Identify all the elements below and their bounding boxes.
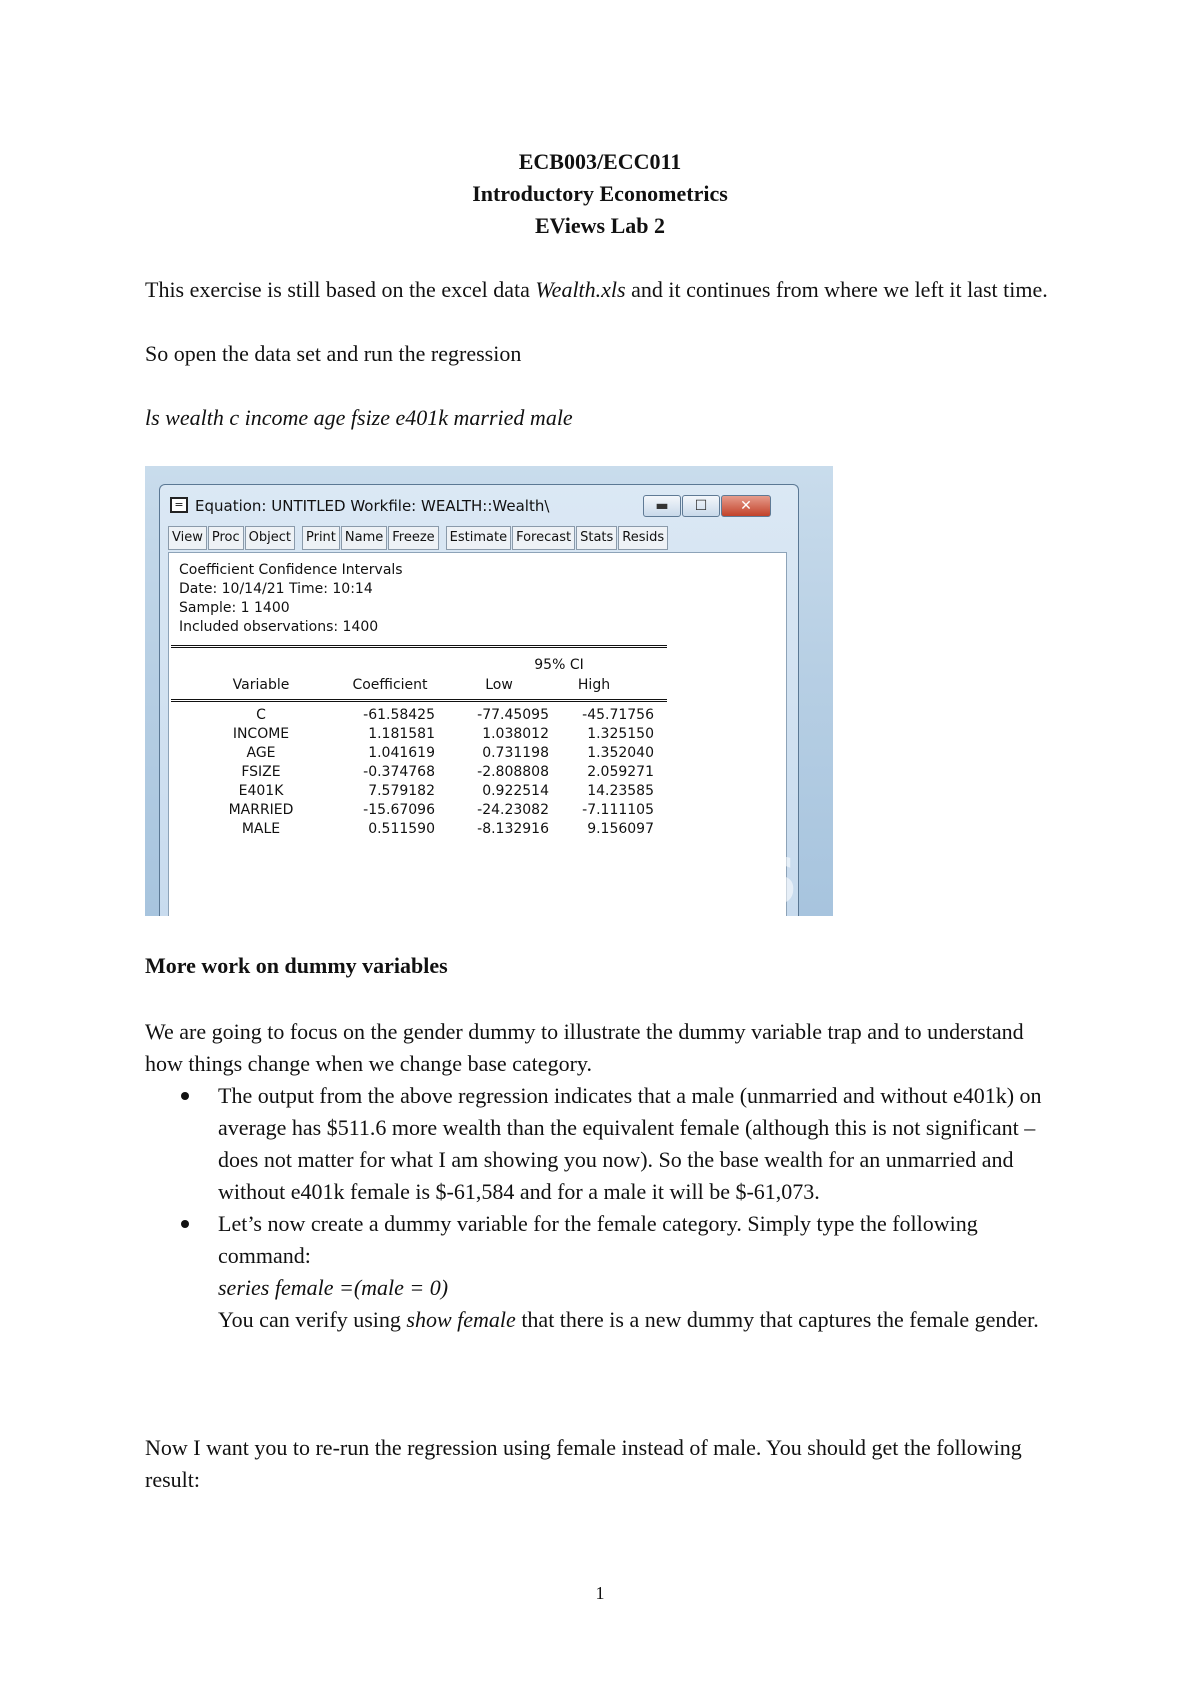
lab-title: EViews Lab 2 <box>535 213 665 238</box>
toolbar-resids-button[interactable]: Resids <box>618 526 668 550</box>
row-ci-low: 0.731198 <box>482 745 549 761</box>
close-button[interactable]: ✕ <box>721 495 771 517</box>
row-ci-high: 9.156097 <box>587 821 654 837</box>
maximize-button[interactable]: ☐ <box>682 495 720 517</box>
bullet-1-text: The output from the above regression indicates that a male (unmarried and without e401k) on average has $511.6 more wealth than the equivalent female (although this is not significant – does not matter for what I am showing you now). So the base wealth for an unmarried and without e401k female is $-61,584 and for a male it will be $-61,073. <box>218 1083 1042 1204</box>
show-female-command: show female <box>406 1307 516 1332</box>
output-sample: Sample: 1 1400 <box>179 600 290 616</box>
row-variable: MALE <box>241 821 281 837</box>
row-variable: AGE <box>246 745 276 761</box>
toolbar-object-button[interactable]: Object <box>245 526 295 550</box>
list-item <box>145 1080 1065 1208</box>
course-name: Introductory Econometrics <box>472 181 728 206</box>
toolbar-stats-button[interactable]: Stats <box>576 526 617 550</box>
toolbar-print-button[interactable]: Print <box>302 526 340 550</box>
eviews-logo-fragment: 'S <box>732 845 798 916</box>
course-code: ECB003/ECC011 <box>518 149 682 174</box>
toolbar-estimate-button[interactable]: Estimate <box>446 526 511 550</box>
row-ci-low: -77.45095 <box>477 707 549 723</box>
toolbar-view-button[interactable]: View <box>168 526 207 550</box>
row-ci-low: -8.132916 <box>477 821 549 837</box>
col-low: Low <box>485 677 513 693</box>
window-title: Equation: UNTITLED Workfile: WEALTH::Wealth\ <box>195 497 550 515</box>
row-ci-low: 1.038012 <box>482 726 549 742</box>
female-series-command: series female =(male = 0) <box>218 1275 449 1300</box>
row-coefficient: 1.041619 <box>368 745 435 761</box>
intro-paragraph <box>145 274 1065 306</box>
row-ci-high: 1.352040 <box>587 745 654 761</box>
col-high: High <box>577 677 611 693</box>
ci-label: 95% CI <box>534 657 584 673</box>
list-item <box>145 1208 1065 1336</box>
bullet-2-verify-a: You can verify using <box>218 1307 407 1332</box>
row-coefficient: 0.511590 <box>368 821 435 837</box>
row-variable: FSIZE <box>241 764 281 780</box>
col-variable: Variable <box>232 677 290 693</box>
toolbar-name-button[interactable]: Name <box>341 526 387 550</box>
bullet-2-verify-b: that there is a new dummy that captures the female gender. <box>515 1307 1039 1332</box>
toolbar-forecast-button[interactable]: Forecast <box>512 526 575 550</box>
output-date: Date: 10/14/21 Time: 10:14 <box>179 581 373 597</box>
bullet-dot-icon <box>181 1092 189 1100</box>
intro-text-a: This exercise is still based on the excel data <box>145 277 536 302</box>
row-ci-high: -7.111105 <box>582 802 654 818</box>
intro-line-2: So open the data set and run the regression <box>145 341 522 366</box>
output-title: Coefficient Confidence Intervals <box>179 562 403 578</box>
bullet-dot-icon <box>181 1220 189 1228</box>
row-variable: C <box>256 707 266 723</box>
toolbar-freeze-button[interactable]: Freeze <box>388 526 438 550</box>
intro-text-b: and it continues from where we left it last time. <box>625 277 1048 302</box>
section-paragraph-1: We are going to focus on the gender dummy to illustrate the dummy variable trap and to understand how things change when we change base category. <box>145 1019 1024 1076</box>
row-coefficient: 1.181581 <box>368 726 435 742</box>
row-coefficient: -15.67096 <box>363 802 435 818</box>
row-coefficient: -0.374768 <box>363 764 435 780</box>
bullet-2-text: Let’s now create a dummy variable for the female category. Simply type the following command: <box>218 1211 978 1268</box>
output-header <box>179 561 403 637</box>
output-pane <box>168 552 787 916</box>
data-file-name: Wealth.xls <box>535 277 626 302</box>
row-variable: E401K <box>238 783 284 799</box>
row-variable: INCOME <box>232 726 290 742</box>
eviews-screenshot <box>145 466 833 916</box>
row-ci-high: -45.71756 <box>582 707 654 723</box>
row-coefficient: 7.579182 <box>368 783 435 799</box>
row-ci-low: 0.922514 <box>482 783 549 799</box>
section-paragraph-2: Now I want you to re-run the regression using female instead of male. You should get the following result: <box>145 1435 1022 1492</box>
row-variable: MARRIED <box>228 802 294 818</box>
row-ci-high: 14.23585 <box>587 783 654 799</box>
title-block <box>0 146 1200 242</box>
row-ci-low: -2.808808 <box>477 764 549 780</box>
row-ci-low: -24.23082 <box>477 802 549 818</box>
page-number: 1 <box>595 1583 605 1603</box>
equation-toolbar <box>168 526 669 550</box>
minimize-button[interactable]: ▬ <box>643 495 681 517</box>
row-ci-high: 2.059271 <box>587 764 654 780</box>
bullet-list <box>145 1080 1065 1336</box>
window-titlebar <box>168 493 790 521</box>
toolbar-proc-button[interactable]: Proc <box>208 526 244 550</box>
regression-command: ls wealth c income age fsize e401k married male <box>145 405 573 430</box>
table-header-rule <box>171 699 667 702</box>
output-observations: Included observations: 1400 <box>179 619 379 635</box>
row-coefficient: -61.58425 <box>363 707 435 723</box>
row-ci-high: 1.325150 <box>587 726 654 742</box>
table-top-rule <box>171 645 667 648</box>
window-menu-icon[interactable]: = <box>170 497 188 513</box>
equation-window <box>159 484 799 916</box>
col-coefficient: Coefficient <box>352 677 428 693</box>
section-heading: More work on dummy variables <box>145 953 448 978</box>
